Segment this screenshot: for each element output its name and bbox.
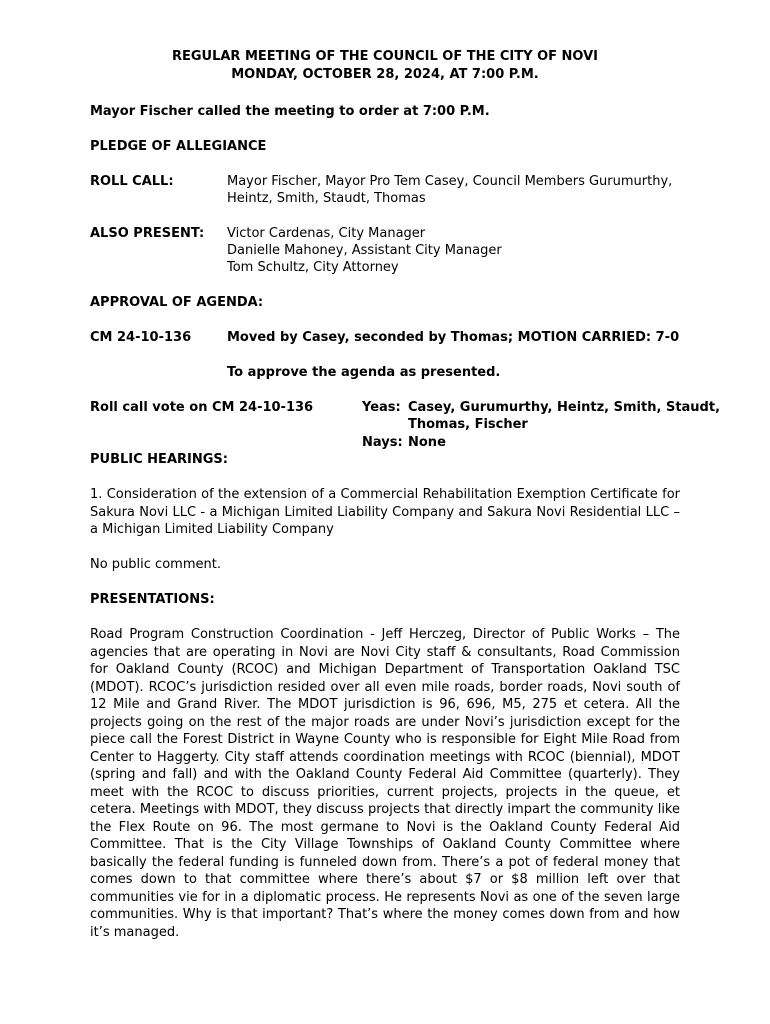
meeting-title: REGULAR MEETING OF THE COUNCIL OF THE CITY OF NOVI bbox=[171, 49, 599, 64]
presentation-body bbox=[90, 626, 680, 941]
presentation-text: Road Program Construction Coordination - Jeff Herczeg, Director of Public Works – The agencies that are operating in Novi are Novi City staff & consultants, Road Commission for Oakland County (RCOC) and Michigan Department of Transportation Oakland TSC (MDOT). RCOC’s jurisdiction resided over all even mile roads, border roads, Novi south of 12 Mile and Grand River. The MDOT jurisdiction is 96, 696, M5, 275 et cetera. All the projects going on the rest of the major roads are under Novi’s jurisdiction except for the piece call the Forest District in Wayne County who is responsible for Eight Mile Road from Center to Haggerty. City staff attends coordination meetings with RCOC (biennial), MDOT (spring and fall) and with the Oakland County Federal Aid Committee (quarterly). They meet with the RCOC to discuss priorities, current projects, projects in the queue, et cetera. Meetings with MDOT, they discuss projects that directly impart the community like the Flex Route on 96. The most germane to Novi is the Oakland County Federal Aid Committee. That is the City Village Townships of Oakland County Committee where basically the federal funding is funneled down from. There’s a pot of federal money that comes down to that committee where there’s about $7 or $8 million left over that communities vie for in a diplomatic process. He represents Novi as one of the seven large communities. Why is that important? That’s where the money comes down from and how it’s managed. bbox=[90, 627, 680, 940]
motion-purpose: To approve the agenda as presented. bbox=[227, 365, 501, 380]
approval-heading: APPROVAL OF AGENDA: bbox=[90, 295, 264, 310]
also-present-person: Tom Schultz, City Attorney bbox=[227, 260, 399, 275]
public-comment: No public comment. bbox=[90, 557, 221, 572]
meeting-date: MONDAY, OCTOBER 28, 2024, AT 7:00 P.M. bbox=[231, 67, 539, 82]
public-hearings-heading: PUBLIC HEARINGS: bbox=[90, 452, 228, 467]
yeas-label: Yeas: bbox=[362, 400, 401, 415]
roll-call-line: Heintz, Smith, Staudt, Thomas bbox=[227, 191, 426, 206]
roll-call-vote-label: Roll call vote on CM 24-10-136 bbox=[90, 400, 314, 415]
roll-call-line: Mayor Fischer, Mayor Pro Tem Casey, Council Members Gurumurthy, bbox=[227, 174, 673, 189]
also-present-label: ALSO PRESENT: bbox=[90, 226, 205, 241]
call-to-order: Mayor Fischer called the meeting to order at 7:00 P.M. bbox=[90, 104, 490, 119]
nays-label: Nays: bbox=[362, 435, 403, 450]
pledge-heading: PLEDGE OF ALLEGIANCE bbox=[90, 139, 267, 154]
motion-text: Moved by Casey, seconded by Thomas; MOTION CARRIED: 7-0 bbox=[227, 330, 680, 345]
also-present-person: Danielle Mahoney, Assistant City Manager bbox=[227, 243, 502, 258]
also-present-person: Victor Cardenas, City Manager bbox=[227, 226, 426, 241]
motion-id: CM 24-10-136 bbox=[90, 330, 192, 345]
presentations-heading: PRESENTATIONS: bbox=[90, 592, 215, 607]
roll-call-label: ROLL CALL: bbox=[90, 174, 174, 189]
public-hearing-item bbox=[90, 486, 680, 539]
nays-value: None bbox=[408, 435, 446, 450]
yeas-value: Thomas, Fischer bbox=[408, 417, 528, 432]
yeas-value: Casey, Gurumurthy, Heintz, Smith, Staudt, bbox=[408, 400, 721, 415]
public-hearing-item-text: 1. Consideration of the extension of a Commercial Rehabilitation Exemption Certificate for Sakura Novi LLC - a Michigan Limited Liability Company and Sakura Novi Residential LLC – a Michigan Limited Liability Company bbox=[90, 487, 680, 537]
